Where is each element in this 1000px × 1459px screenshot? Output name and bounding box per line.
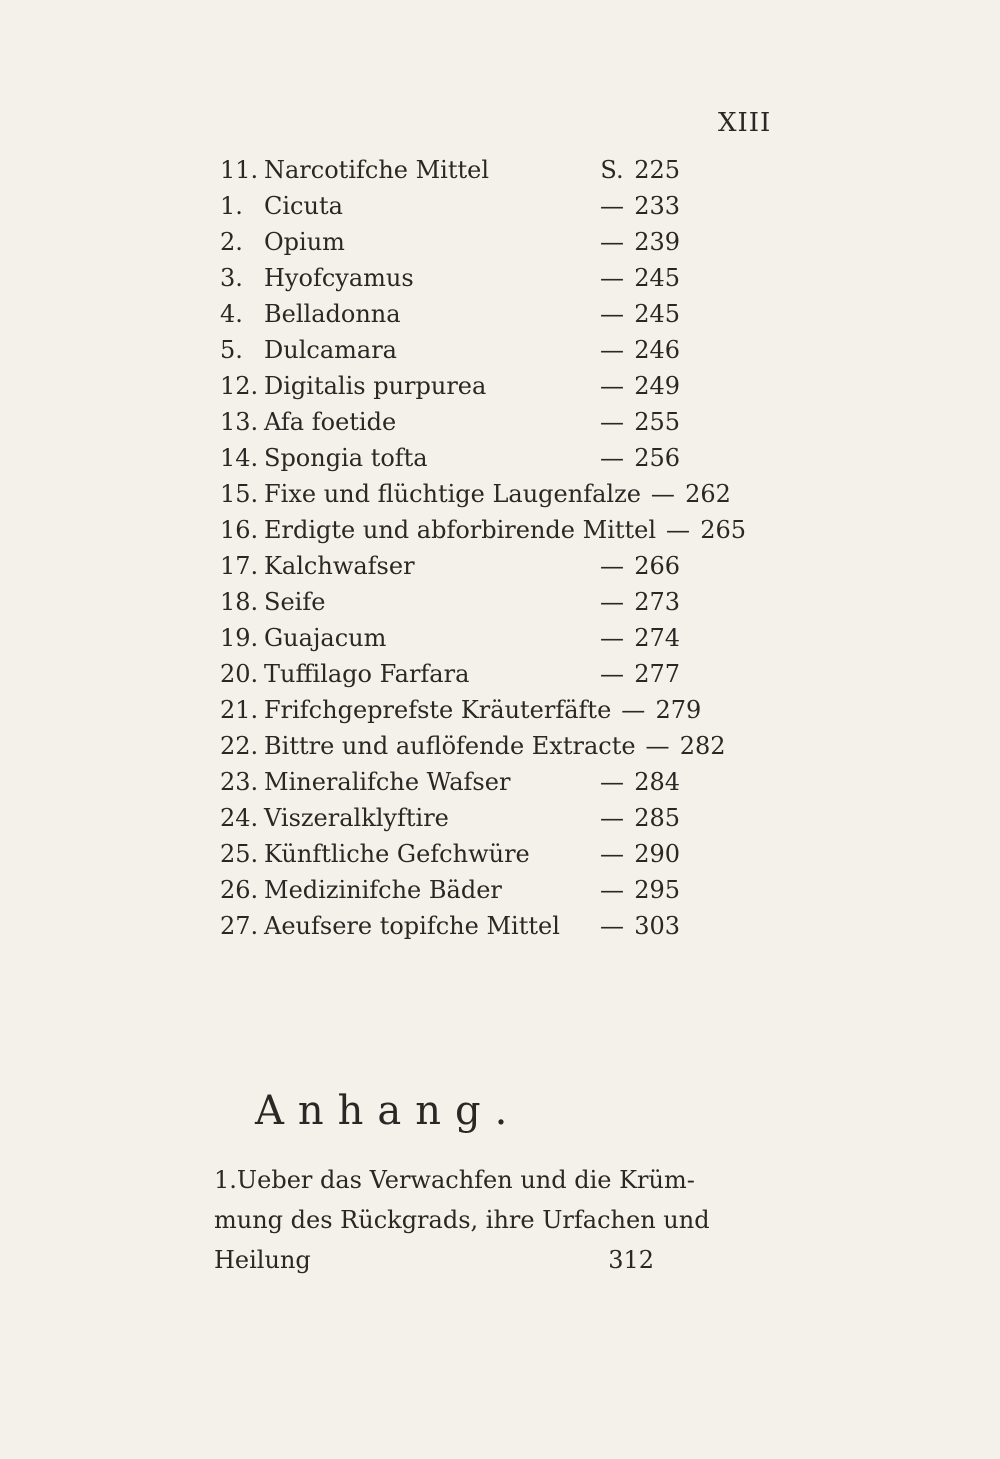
toc-title: Fixe und flüchtige Laugenfalze — [264, 480, 641, 508]
toc-separator: — — [600, 444, 624, 472]
appendix-heading-text: Anhang. — [255, 1088, 522, 1134]
appendix-number: 1. — [214, 1166, 237, 1194]
toc-page: 262 — [685, 480, 731, 508]
toc-number: 14. — [220, 444, 259, 472]
toc-page: 290 — [634, 840, 680, 868]
toc-title: Cicuta — [264, 192, 343, 220]
toc-row — [220, 156, 680, 192]
toc-title: Seife — [264, 588, 326, 616]
appendix-line — [214, 1160, 695, 1200]
toc-title: Erdigte und abforbirende Mittel — [264, 516, 657, 544]
toc-number: 16. — [220, 516, 259, 544]
toc-page: 277 — [634, 660, 680, 688]
toc-row — [220, 264, 680, 300]
toc-separator: — — [621, 696, 646, 724]
toc-page: 245 — [634, 300, 680, 328]
toc-row — [220, 768, 680, 804]
toc-title: Narcotifche Mittel — [264, 156, 490, 184]
toc-row — [220, 804, 680, 840]
toc-page: 266 — [634, 552, 680, 580]
table-of-contents — [220, 156, 747, 948]
toc-title: Kalchwafser — [264, 552, 415, 580]
appendix-entry — [214, 1160, 710, 1280]
toc-title: Medizinifche Bäder — [264, 876, 502, 904]
toc-row — [220, 408, 680, 444]
toc-title: Belladonna — [264, 300, 401, 328]
toc-number: 26. — [220, 876, 259, 904]
toc-number: 4. — [220, 300, 243, 328]
toc-title: Aeufsere topifche Mittel — [264, 912, 560, 940]
toc-title: Hyofcyamus — [264, 264, 414, 292]
toc-number: 21. — [220, 696, 259, 724]
appendix-text-line-1: Ueber das Verwachfen und die Krüm- — [236, 1166, 695, 1194]
toc-title: Dulcamara — [264, 336, 397, 364]
toc-separator: — — [650, 480, 675, 508]
toc-row — [220, 732, 726, 768]
toc-separator: — — [600, 372, 624, 400]
toc-page: 295 — [634, 876, 680, 904]
toc-page: 303 — [634, 912, 680, 940]
toc-row — [220, 588, 680, 624]
toc-page: 256 — [634, 444, 680, 472]
appendix-line — [214, 1240, 654, 1280]
toc-page: 249 — [634, 372, 680, 400]
toc-separator: — — [600, 552, 624, 580]
toc-row — [220, 552, 680, 588]
toc-row — [220, 912, 680, 948]
toc-separator: — — [600, 300, 624, 328]
toc-page: 285 — [634, 804, 680, 832]
toc-row — [220, 516, 747, 552]
toc-page: 274 — [634, 624, 680, 652]
toc-separator: — — [600, 840, 624, 868]
toc-title: Bittre und auflöfende Extracte — [264, 732, 636, 760]
appendix-line — [214, 1200, 710, 1240]
toc-page: 282 — [679, 732, 726, 760]
toc-title: Frifchgeprefste Kräuterfäfte — [264, 696, 612, 724]
toc-row — [220, 696, 702, 732]
toc-title: Spongia tofta — [264, 444, 428, 472]
toc-page: 239 — [634, 228, 680, 256]
toc-title: Guajacum — [264, 624, 387, 652]
toc-number: 17. — [220, 552, 259, 580]
toc-row — [220, 624, 680, 660]
toc-number: 15. — [220, 480, 259, 508]
toc-number: 19. — [220, 624, 259, 652]
toc-number: 3. — [220, 264, 243, 292]
toc-title: Digitalis purpurea — [264, 372, 487, 400]
toc-separator: — — [600, 660, 624, 688]
toc-row — [220, 480, 731, 516]
toc-title: Künftliche Gefchwüre — [264, 840, 530, 868]
toc-separator: S. — [600, 156, 624, 184]
toc-number: 5. — [220, 336, 243, 364]
toc-number: 1. — [220, 192, 243, 220]
toc-row — [220, 336, 680, 372]
toc-separator: — — [645, 732, 670, 760]
toc-title: Afa foetide — [264, 408, 397, 436]
toc-separator: — — [666, 516, 691, 544]
toc-row — [220, 444, 680, 480]
appendix-text-line-2: mung des Rückgrads, ihre Urfachen und — [214, 1206, 710, 1234]
toc-page: 255 — [634, 408, 680, 436]
toc-page: 233 — [634, 192, 680, 220]
toc-page: 279 — [655, 696, 702, 724]
toc-number: 22. — [220, 732, 259, 760]
toc-title: Opium — [264, 228, 345, 256]
toc-number: 24. — [220, 804, 259, 832]
toc-number: 11. — [220, 156, 259, 184]
toc-separator: — — [600, 588, 624, 616]
toc-row — [220, 876, 680, 912]
page-number: XIII — [718, 108, 772, 138]
toc-separator: — — [600, 804, 624, 832]
toc-page: 246 — [634, 336, 680, 364]
toc-row — [220, 300, 680, 336]
toc-number: 18. — [220, 588, 259, 616]
toc-row — [220, 192, 680, 228]
toc-number: 23. — [220, 768, 259, 796]
toc-page: 273 — [634, 588, 680, 616]
toc-separator: — — [600, 336, 624, 364]
toc-number: 27. — [220, 912, 259, 940]
toc-page: 245 — [634, 264, 680, 292]
toc-number: 20. — [220, 660, 259, 688]
toc-separator: — — [600, 768, 624, 796]
appendix-page: 312 — [608, 1246, 654, 1274]
toc-title: Mineralifche Wafser — [264, 768, 511, 796]
toc-page: 265 — [700, 516, 747, 544]
toc-page: 225 — [634, 156, 680, 184]
toc-separator: — — [600, 264, 624, 292]
toc-title: Tuffilago Farfara — [264, 660, 470, 688]
toc-title: Viszeralklyftire — [264, 804, 449, 832]
toc-number: 2. — [220, 228, 243, 256]
appendix-text-line-3: Heilung — [214, 1246, 311, 1274]
toc-separator: — — [600, 912, 624, 940]
toc-separator: — — [600, 876, 624, 904]
toc-separator: — — [600, 408, 624, 436]
toc-number: 25. — [220, 840, 259, 868]
toc-number: 12. — [220, 372, 259, 400]
toc-separator: — — [600, 228, 624, 256]
toc-row — [220, 660, 680, 696]
toc-separator: — — [600, 624, 624, 652]
toc-page: 284 — [634, 768, 680, 796]
toc-row — [220, 228, 680, 264]
toc-row — [220, 840, 680, 876]
toc-row — [220, 372, 680, 408]
toc-number: 13. — [220, 408, 259, 436]
toc-separator: — — [600, 192, 624, 220]
